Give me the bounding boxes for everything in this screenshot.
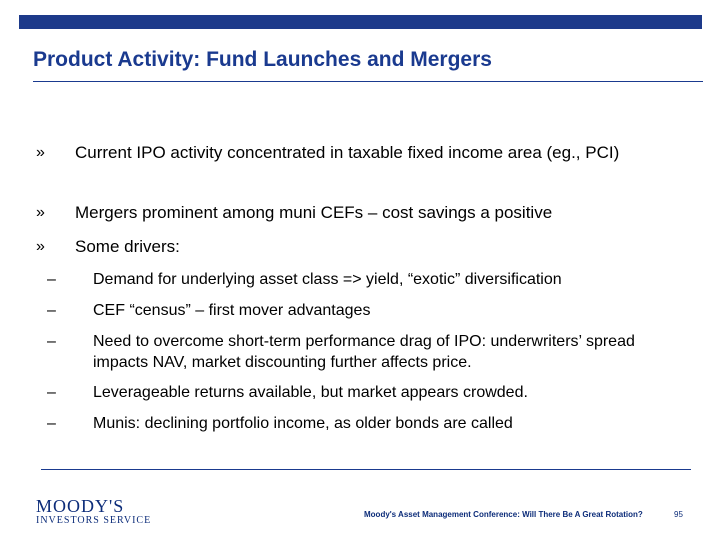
page-number: 95 [674, 510, 683, 519]
sub-bullet-marker: – [47, 302, 56, 319]
footer-divider [41, 469, 691, 470]
sub-bullet-text: CEF “census” – first mover advantages [93, 302, 371, 319]
sub-bullet-marker: – [47, 271, 56, 288]
sub-bullet-text: Munis: declining portfolio income, as older bonds are called [93, 415, 513, 432]
bullet-marker: » [36, 144, 45, 161]
bullet-text: Mergers prominent among muni CEFs – cost savings a positive [75, 203, 553, 222]
slide-title: Product Activity: Fund Launches and Mergers [33, 48, 492, 71]
sub-bullet-text: Need to overcome short-term performance drag of IPO: underwriters’ spread impacts NAV, market discounting further affects price. [93, 333, 635, 371]
sub-bullet-marker: – [47, 333, 56, 350]
sub-bullet-marker: – [47, 384, 56, 401]
sub-bullet-text: Leverageable returns available, but market appears crowded. [93, 384, 528, 401]
bullet-marker: » [36, 204, 45, 221]
moodys-logo [36, 497, 151, 527]
bullet-text: Current IPO activity concentrated in taxable fixed income area (eg., PCI) [75, 143, 620, 162]
bullet-text: Some drivers: [75, 237, 180, 256]
sub-bullet-text: Demand for underlying asset class => yield, “exotic” diversification [93, 271, 562, 288]
logo-wordmark: MOODY'S [36, 496, 125, 516]
footer-text: Moody's Asset Management Conference: Will There Be A Great Rotation? [364, 510, 643, 519]
sub-bullet-marker: – [47, 415, 56, 432]
bullet-marker: » [36, 238, 45, 255]
logo-subtitle: INVESTORS SERVICE [36, 515, 152, 526]
